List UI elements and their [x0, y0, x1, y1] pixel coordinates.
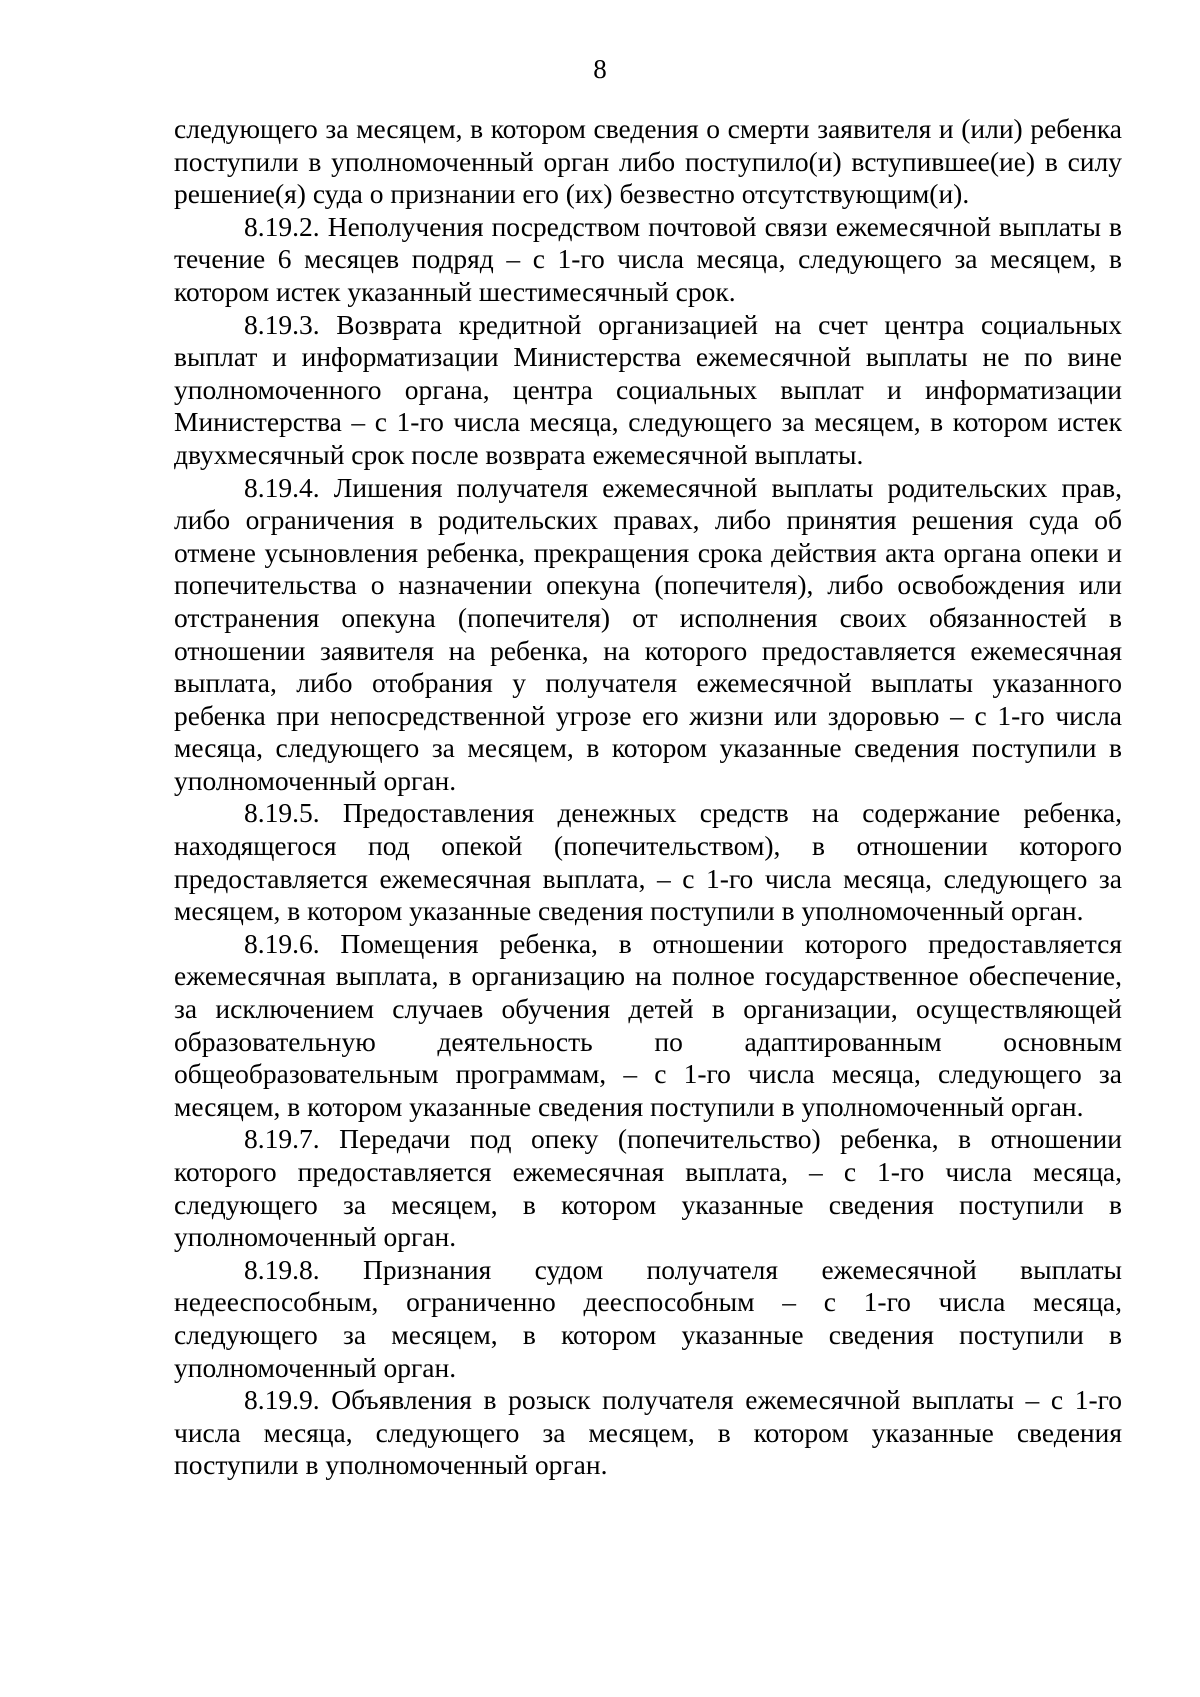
paragraph-8-19-6: 8.19.6. Помещения ребенка, в отношении которого предоставляется ежемесячная выплата, в организацию на полное государственное обеспечение, за исключением случаев обучения детей в организации, осуществляющей образовательную деятельность по адаптированным основным общеобразовательным программам, – с 1-го числа месяца, следующего за месяцем, в котором указанные сведения поступили в уполномоченный орган.	[174, 927, 1122, 1122]
paragraph-8-19-4: 8.19.4. Лишения получателя ежемесячной выплаты родительских прав, либо ограничения в родительских правах, либо принятия решения суда об отмене усыновления ребенка, прекращения срока действия акта органа опеки и попечительства о назначении опекуна (попечителя), либо освобождения или отстранения опекуна (попечителя) от исполнения своих обязанностей в отношении заявителя на ребенка, на которого предоставляется ежемесячная выплата, либо отобрания у получателя ежемесячной выплаты указанного ребенка при непосредственной угрозе его жизни или здоровью – с 1-го числа месяца, следующего за месяцем, в котором указанные сведения поступили в уполномоченный орган.	[174, 471, 1122, 796]
page-number: 8	[593, 54, 607, 84]
paragraph-8-19-7: 8.19.7. Передачи под опеку (попечительство) ребенка, в отношении которого предоставляется ежемесячная выплата, – с 1-го числа месяца, следующего за месяцем, в котором указанные сведения поступили в уполномоченный орган.	[174, 1123, 1122, 1253]
paragraph-8-19-2: 8.19.2. Неполучения посредством почтовой связи ежемесячной выплаты в течение 6 месяцев подряд – с 1-го числа месяца, следующего за месяцем, в котором истек указанный шестимесячный срок.	[174, 210, 1122, 307]
paragraph-8-19-9: 8.19.9. Объявления в розыск получателя ежемесячной выплаты – с 1-го числа месяца, следующего за месяцем, в котором указанные сведения поступили в уполномоченный орган.	[174, 1384, 1122, 1481]
paragraph-continuation: следующего за месяцем, в котором сведения о смерти заявителя и (или) ребенка поступили в уполномоченный орган либо поступило(и) вступившее(ие) в силу решение(я) суда о признании его (их) безвестно отсутствующим(и).	[174, 113, 1122, 210]
paragraph-8-19-8: 8.19.8. Признания судом получателя ежемесячной выплаты недееспособным, ограниченно дееспособным – с 1-го числа месяца, следующего за месяцем, в котором указанные сведения поступили в уполномоченный орган.	[174, 1253, 1122, 1383]
paragraph-8-19-3: 8.19.3. Возврата кредитной организацией на счет центра социальных выплат и информатизации Министерства ежемесячной выплаты не по вине уполномоченного органа, центра социальных выплат и информатизации Министерства – с 1-го числа месяца, следующего за месяцем, в котором истек двухмесячный срок после возврата ежемесячной выплаты.	[174, 308, 1122, 470]
paragraph-8-19-5: 8.19.5. Предоставления денежных средств на содержание ребенка, находящегося под опекой (попечительством), в отношении которого предоставляется ежемесячная выплата, – с 1-го числа месяца, следующего за месяцем, в котором указанные сведения поступили в уполномоченный орган.	[174, 797, 1122, 927]
document-body	[174, 113, 1122, 1482]
